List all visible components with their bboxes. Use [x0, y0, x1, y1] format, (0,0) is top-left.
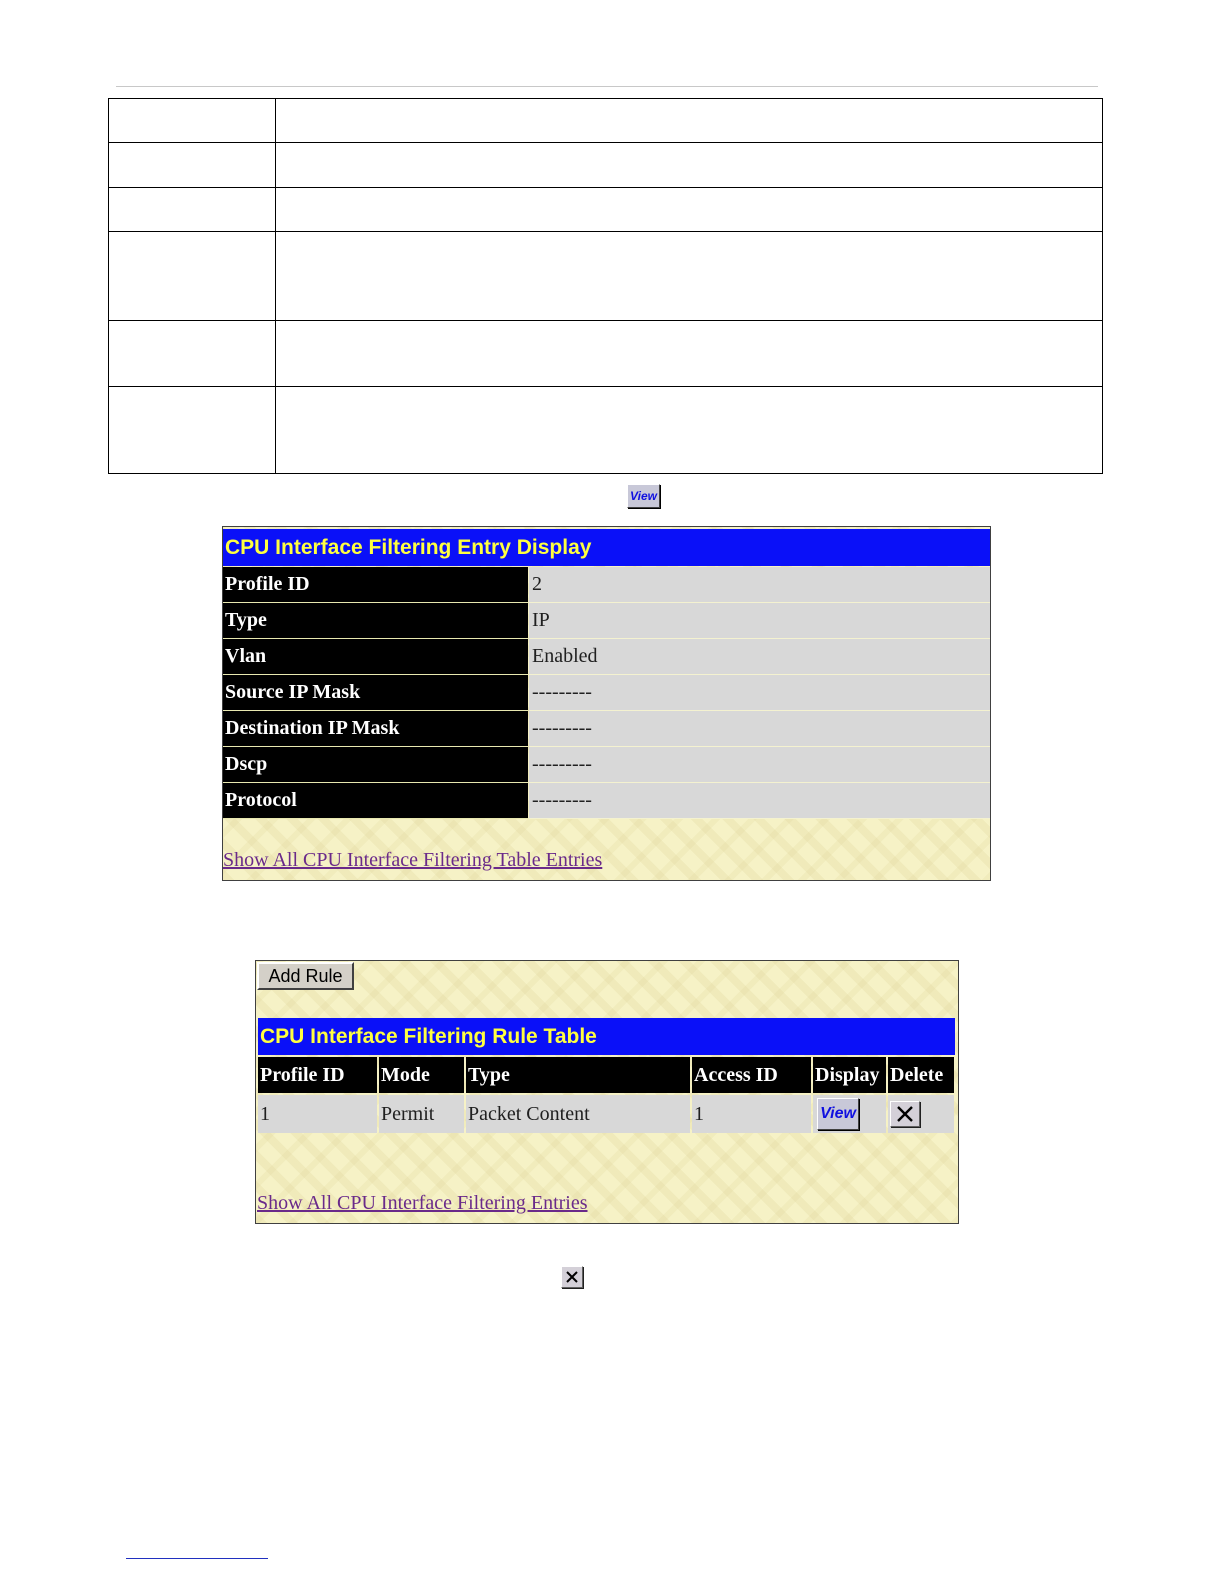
- show-all-table-entries-link[interactable]: Show All CPU Interface Filtering Table Entries: [223, 849, 603, 871]
- header-rule: [116, 86, 1098, 87]
- entry-label: Protocol: [223, 783, 528, 819]
- entry-row-source-ip-mask: [223, 675, 990, 711]
- entry-label: Destination IP Mask: [223, 711, 528, 747]
- entry-value: IP: [529, 603, 990, 639]
- entry-label: Vlan: [223, 639, 528, 675]
- entry-row-destination-ip-mask: [223, 711, 990, 747]
- entry-value: ---------: [529, 711, 990, 747]
- table-row: [258, 1095, 954, 1133]
- column-header-access-id: Access ID: [692, 1057, 811, 1093]
- cell-mode: Permit: [379, 1095, 464, 1133]
- parameter-row: [109, 321, 1103, 387]
- entry-label: Profile ID: [223, 567, 528, 603]
- entry-display-panel: [222, 526, 991, 881]
- entry-value: ---------: [529, 747, 990, 783]
- entry-display-title: CPU Interface Filtering Entry Display: [223, 529, 990, 566]
- entry-value: ---------: [529, 675, 990, 711]
- entry-row-type: [223, 603, 990, 639]
- column-header-display: Display: [813, 1057, 886, 1093]
- rule-table-title: CPU Interface Filtering Rule Table: [258, 1018, 955, 1055]
- entry-label: Source IP Mask: [223, 675, 528, 711]
- entry-row-vlan: [223, 639, 990, 675]
- cell-delete: [888, 1095, 954, 1133]
- parameter-row: [109, 232, 1103, 321]
- view-button[interactable]: View: [817, 1098, 859, 1130]
- parameter-row: [109, 387, 1103, 474]
- cell-type: Packet Content: [466, 1095, 690, 1133]
- column-header-profile-id: Profile ID: [258, 1057, 377, 1093]
- inline-delete-icon: [561, 1266, 583, 1288]
- parameter-row: [109, 188, 1103, 232]
- entry-value: Enabled: [529, 639, 990, 675]
- rule-table-header: [258, 1057, 954, 1093]
- column-header-mode: Mode: [379, 1057, 464, 1093]
- entry-row-profile-id: [223, 567, 990, 603]
- entry-label: Dscp: [223, 747, 528, 783]
- footer-rule: [126, 1558, 268, 1559]
- column-header-delete: Delete: [888, 1057, 954, 1093]
- cell-profile-id: 1: [258, 1095, 377, 1133]
- parameter-row: [109, 99, 1103, 143]
- entry-label: Type: [223, 603, 528, 639]
- x-icon: [565, 1270, 579, 1284]
- add-rule-button[interactable]: Add Rule: [257, 962, 354, 990]
- column-header-type: Type: [466, 1057, 690, 1093]
- x-icon: [896, 1105, 914, 1123]
- inline-view-button: View: [627, 484, 660, 508]
- parameter-row: [109, 143, 1103, 188]
- entry-value: ---------: [529, 783, 990, 819]
- cell-display: [813, 1095, 886, 1133]
- parameter-table: [108, 98, 1103, 474]
- cell-access-id: 1: [692, 1095, 811, 1133]
- delete-button[interactable]: [890, 1101, 920, 1127]
- entry-row-dscp: [223, 747, 990, 783]
- show-all-entries-link[interactable]: Show All CPU Interface Filtering Entries: [257, 1192, 588, 1214]
- rule-table-panel: [255, 960, 959, 1224]
- entry-row-protocol: [223, 783, 990, 819]
- entry-value: 2: [529, 567, 990, 603]
